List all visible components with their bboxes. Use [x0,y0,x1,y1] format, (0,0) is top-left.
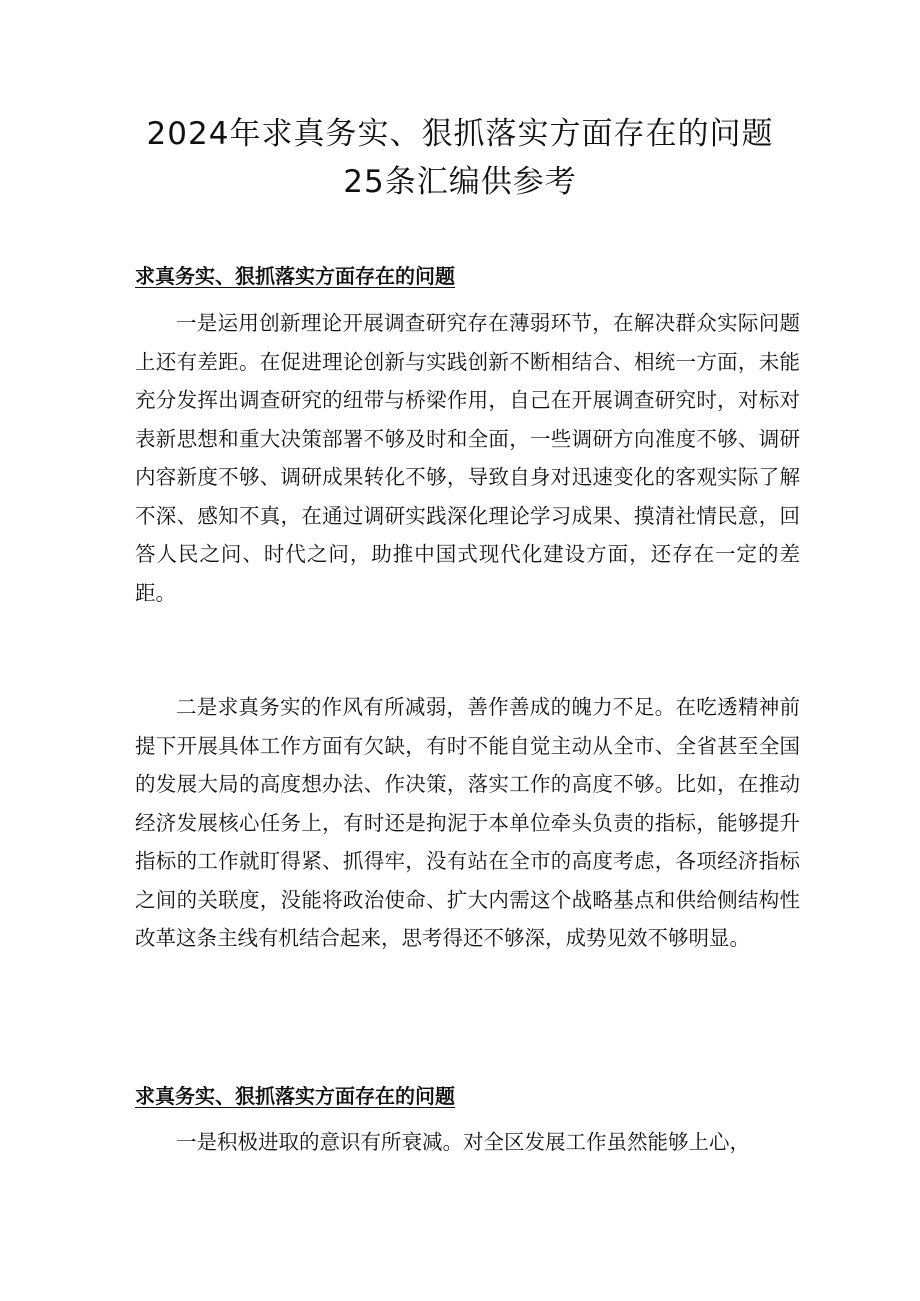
document-title-line-1: 2024年求真务实、狠抓落实方面存在的问题 [146,116,774,152]
section-heading-1: 求真务实、狠抓落实方面存在的问题 [135,264,455,288]
document-title [100,110,820,206]
paragraph-1: 一是运用创新理论开展调查研究存在薄弱环节，在解决群众实际问题上还有差距。在促进理论创新与实践创新不断相结合、相统一方面，未能充分发挥出调查研究的纽带与桥梁作用，自己在开展调查研究时，对标对表新思想和重大决策部署不够及时和全面，一些调研方向准度不够、调研内容新度不够、调研成果转化不够，导致自身对迅速变化的客观实际了解不深、感知不真，在通过调研实践深化理论学习成果、摸清社情民意，回答人民之问、时代之问，助推中国式现代化建设方面，还存在一定的差距。 [135,311,800,605]
section-heading-2: 求真务实、狠抓落实方面存在的问题 [135,1084,455,1108]
document-title-line-2: 25条汇编供参考 [343,164,577,200]
paragraph-3: 一是积极进取的意识有所衰减。对全区发展工作虽然能够上心， [176,1130,750,1154]
paragraph-2: 二是求真务实的作风有所减弱，善作善成的魄力不足。在吃透精神前提下开展具体工作方面有欠缺，有时不能自觉主动从全市、全省甚至全国的发展大局的高度想办法、作决策，落实工作的高度不够。比如，在推动经济发展核心任务上，有时还是拘泥于本单位牵头负责的指标，能够提升指标的工作就盯得紧、抓得牢，没有站在全市的高度考虑，各项经济指标之间的关联度，没能将政治使命、扩大内需这个战略基点和供给侧结构性改革这条主线有机结合起来，思考得还不够深，成势见效不够明显。 [135,695,800,950]
